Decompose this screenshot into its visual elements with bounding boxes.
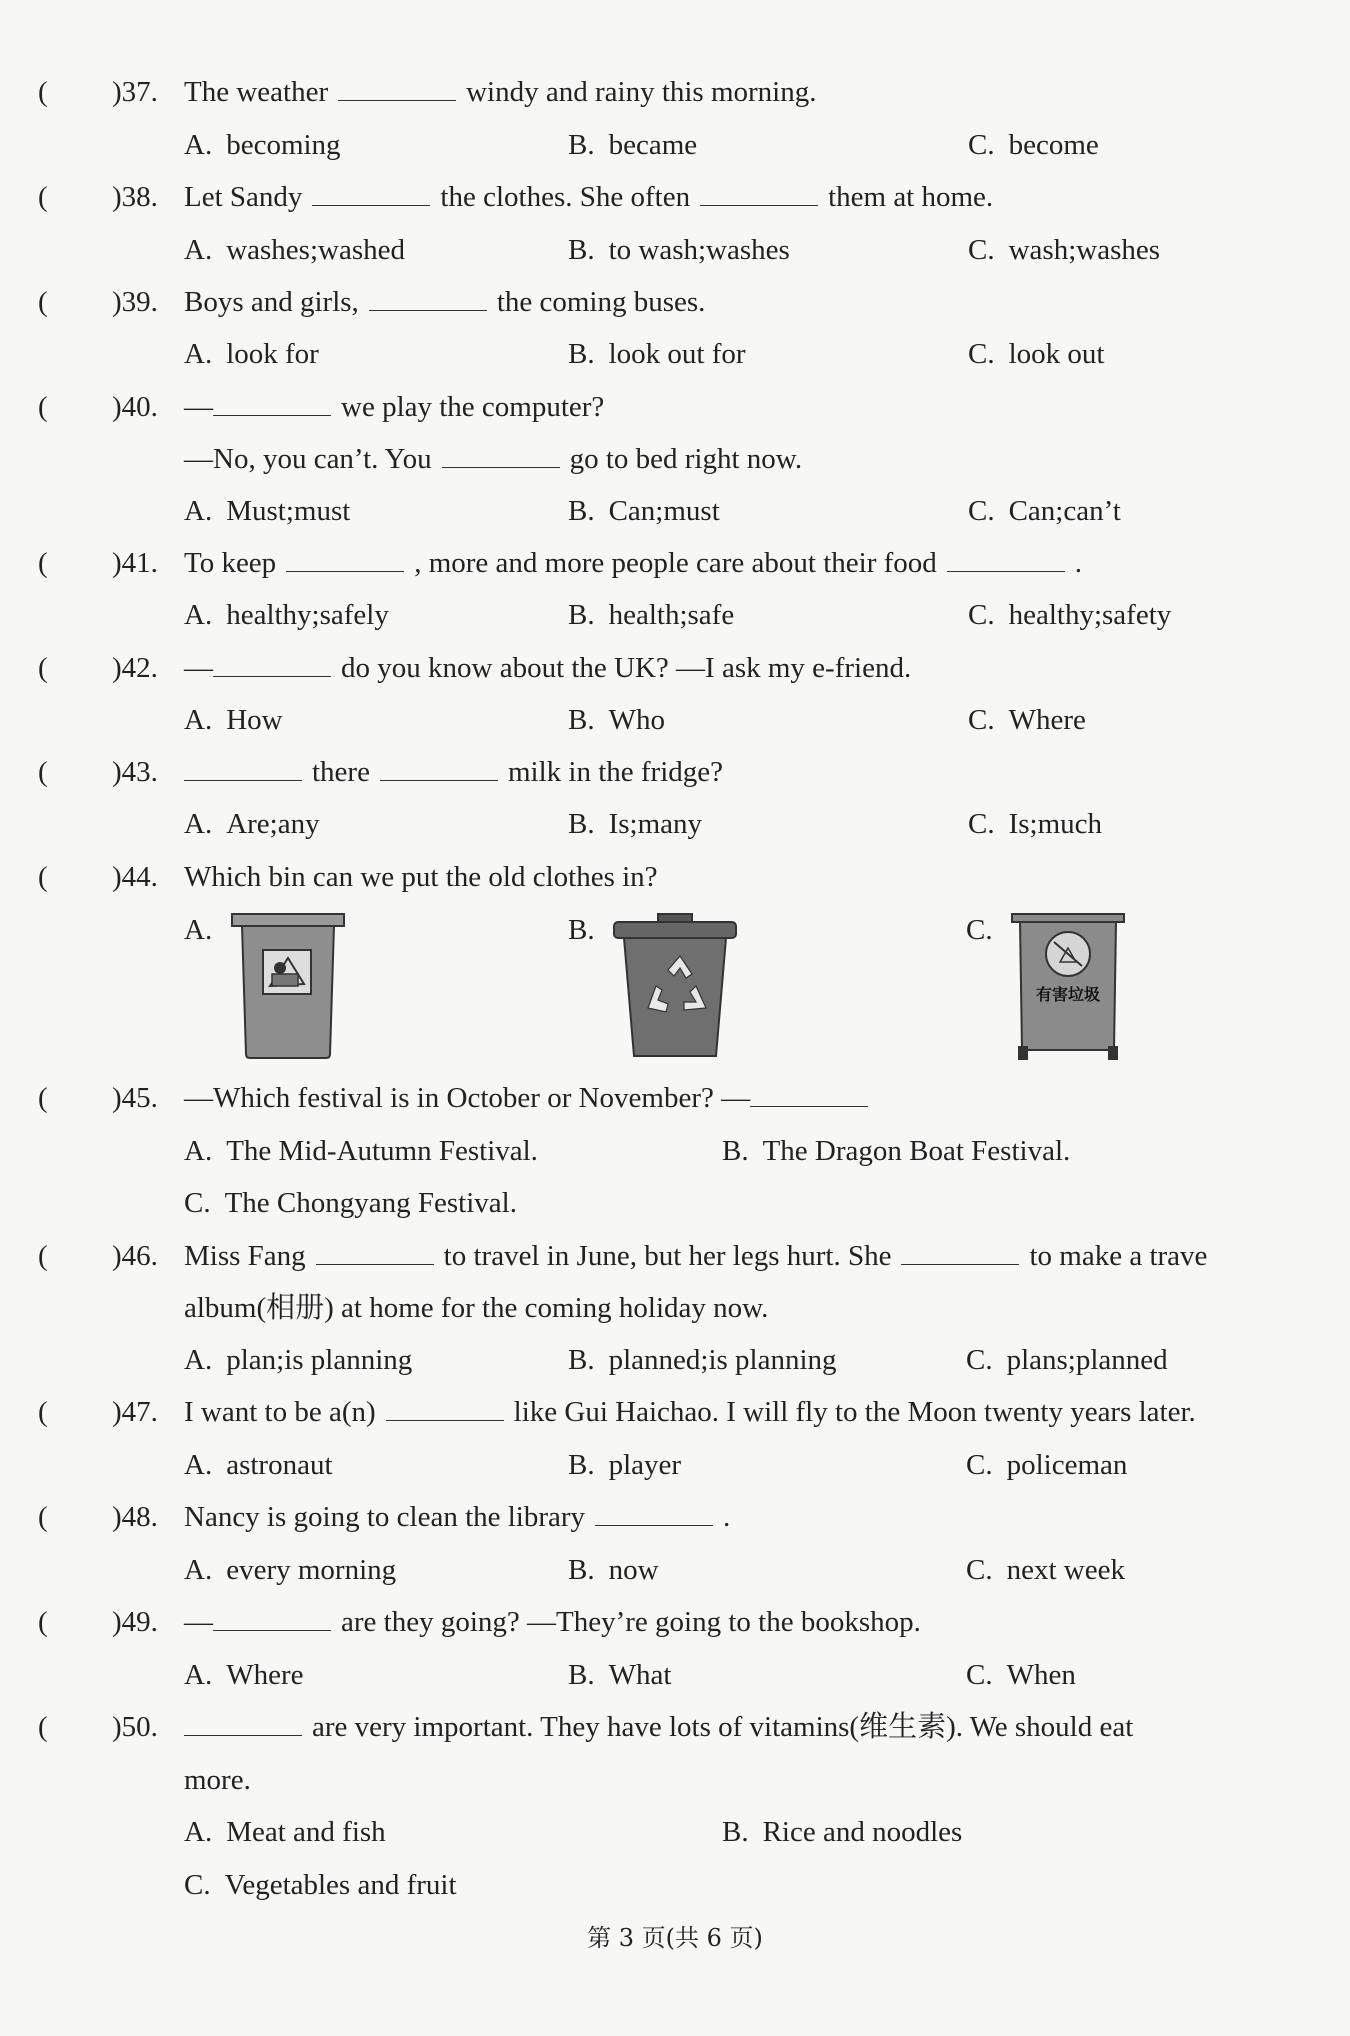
option-c-label: C. (966, 914, 993, 946)
question-stem: Miss Fang to travel in June, but her legs hurt. She to make a trave (184, 1240, 1208, 1272)
option-a: A. astronaut (184, 1449, 333, 1481)
question-stem: To keep , more and more people care about their food . (184, 547, 1083, 579)
option-a: A. Where (184, 1659, 304, 1691)
question-stem-line-2: more. (184, 1764, 251, 1796)
option-b: B. What (568, 1659, 672, 1691)
answer-blank (369, 284, 487, 311)
answer-blank (312, 179, 430, 206)
question-number: )44. (112, 861, 158, 893)
option-a: A. becoming (184, 129, 341, 161)
option-c: C. When (966, 1659, 1076, 1691)
question-stem: are very important. They have lots of vitamins(维生素). We should eat (184, 1707, 1133, 1747)
option-b: B. to wash;washes (568, 234, 790, 266)
option-c: C. look out (968, 338, 1105, 370)
recyclable-bin-icon (610, 912, 740, 1062)
question-number: )42. (112, 652, 158, 684)
question-number: )37. (112, 76, 158, 108)
option-c: C. healthy;safety (968, 599, 1172, 631)
option-a: A. every morning (184, 1554, 397, 1586)
option-a-label: A. (184, 914, 213, 946)
option-b-label: B. (568, 914, 595, 946)
option-c: C. next week (966, 1554, 1125, 1586)
option-b: B. Can;must (568, 495, 720, 527)
question-number: )40. (112, 391, 158, 423)
answer-paren: ( (38, 286, 48, 318)
question-stem: Nancy is going to clean the library . (184, 1501, 731, 1533)
answer-blank (595, 1499, 713, 1526)
option-a: A. How (184, 704, 283, 736)
answer-blank (184, 754, 302, 781)
question-number: )39. (112, 286, 158, 318)
option-c: C. policeman (966, 1449, 1128, 1481)
answer-paren: ( (38, 1606, 48, 1638)
question-number: )41. (112, 547, 158, 579)
answer-blank (380, 754, 498, 781)
answer-paren: ( (38, 652, 48, 684)
answer-paren: ( (38, 1396, 48, 1428)
option-b: B. became (568, 129, 698, 161)
answer-blank (213, 389, 331, 416)
hazardous-bin-label: 有害垃圾 (1035, 985, 1100, 1004)
answer-blank (947, 545, 1065, 572)
answer-blank (184, 1709, 302, 1736)
question-stem: there milk in the fridge? (184, 752, 723, 792)
question-number: )47. (112, 1396, 158, 1428)
answer-blank (442, 441, 560, 468)
option-b: B. Who (568, 704, 665, 736)
question-stem: Let Sandy the clothes. She often them at home. (184, 181, 994, 213)
answer-paren: ( (38, 547, 48, 579)
question-number: )50. (112, 1711, 158, 1743)
answer-blank (316, 1238, 434, 1265)
answer-blank (750, 1080, 868, 1107)
question-stem: I want to be a(n) like Gui Haichao. I will fly to the Moon twenty years later. (184, 1396, 1196, 1428)
answer-paren: ( (38, 1711, 48, 1743)
option-b: B. health;safe (568, 599, 735, 631)
option-c: C. The Chongyang Festival. (184, 1187, 517, 1219)
answer-paren: ( (38, 756, 48, 788)
option-c: C. plans;planned (966, 1344, 1168, 1376)
option-a: A. washes;washed (184, 234, 405, 266)
question-stem: — do you know about the UK? —I ask my e-friend. (184, 652, 912, 684)
option-c: C. Can;can’t (968, 495, 1121, 527)
option-b: B. player (568, 1449, 682, 1481)
option-c: C. become (968, 129, 1099, 161)
option-c: C. Vegetables and fruit (184, 1869, 457, 1901)
question-number: )48. (112, 1501, 158, 1533)
answer-blank (213, 650, 331, 677)
question-stem: — are they going? —They’re going to the bookshop. (184, 1606, 921, 1638)
option-a: A. Are;any (184, 808, 320, 840)
option-a: A. look for (184, 338, 319, 370)
option-b: B. The Dragon Boat Festival. (722, 1135, 1071, 1167)
question-stem: Boys and girls, the coming buses. (184, 286, 706, 318)
option-a: A. plan;is planning (184, 1344, 413, 1376)
option-c: C. Is;much (968, 808, 1103, 840)
option-b: B. Rice and noodles (722, 1816, 963, 1848)
answer-blank (286, 545, 404, 572)
answer-paren: ( (38, 391, 48, 423)
question-stem: Which bin can we put the old clothes in? (184, 861, 658, 893)
question-stem-line-2: —No, you can’t. You go to bed right now. (184, 443, 803, 475)
question-number: )38. (112, 181, 158, 213)
answer-paren: ( (38, 1501, 48, 1533)
page-footer: 第 3 页(共 6 页) (587, 1924, 763, 1952)
answer-blank (700, 179, 818, 206)
option-b: B. planned;is planning (568, 1344, 837, 1376)
question-stem: — we play the computer? (184, 391, 605, 423)
question-stem: The weather windy and rainy this morning. (184, 76, 817, 108)
question-number: )45. (112, 1082, 158, 1114)
option-a: A. Must;must (184, 495, 351, 527)
answer-paren: ( (38, 1240, 48, 1272)
answer-paren: ( (38, 181, 48, 213)
answer-paren: ( (38, 1082, 48, 1114)
option-c: C. wash;washes (968, 234, 1161, 266)
option-b: B. look out for (568, 338, 746, 370)
question-number: )49. (112, 1606, 158, 1638)
question-number: )46. (112, 1240, 158, 1272)
option-a: A. healthy;safely (184, 599, 389, 631)
option-b: B. now (568, 1554, 659, 1586)
option-b: B. Is;many (568, 808, 703, 840)
other-waste-bin-icon (228, 912, 348, 1062)
question-stem: —Which festival is in October or November? — (184, 1078, 878, 1118)
question-number: )43. (112, 756, 158, 788)
answer-blank (213, 1604, 331, 1631)
answer-paren: ( (38, 76, 48, 108)
answer-blank (386, 1394, 504, 1421)
option-a: A. Meat and fish (184, 1816, 386, 1848)
answer-blank (901, 1238, 1019, 1265)
question-stem-line-2: album(相册) at home for the coming holiday now. (184, 1292, 769, 1324)
answer-paren: ( (38, 861, 48, 893)
option-c: C. Where (968, 704, 1086, 736)
option-a: A. The Mid-Autumn Festival. (184, 1135, 538, 1167)
answer-blank (338, 74, 456, 101)
